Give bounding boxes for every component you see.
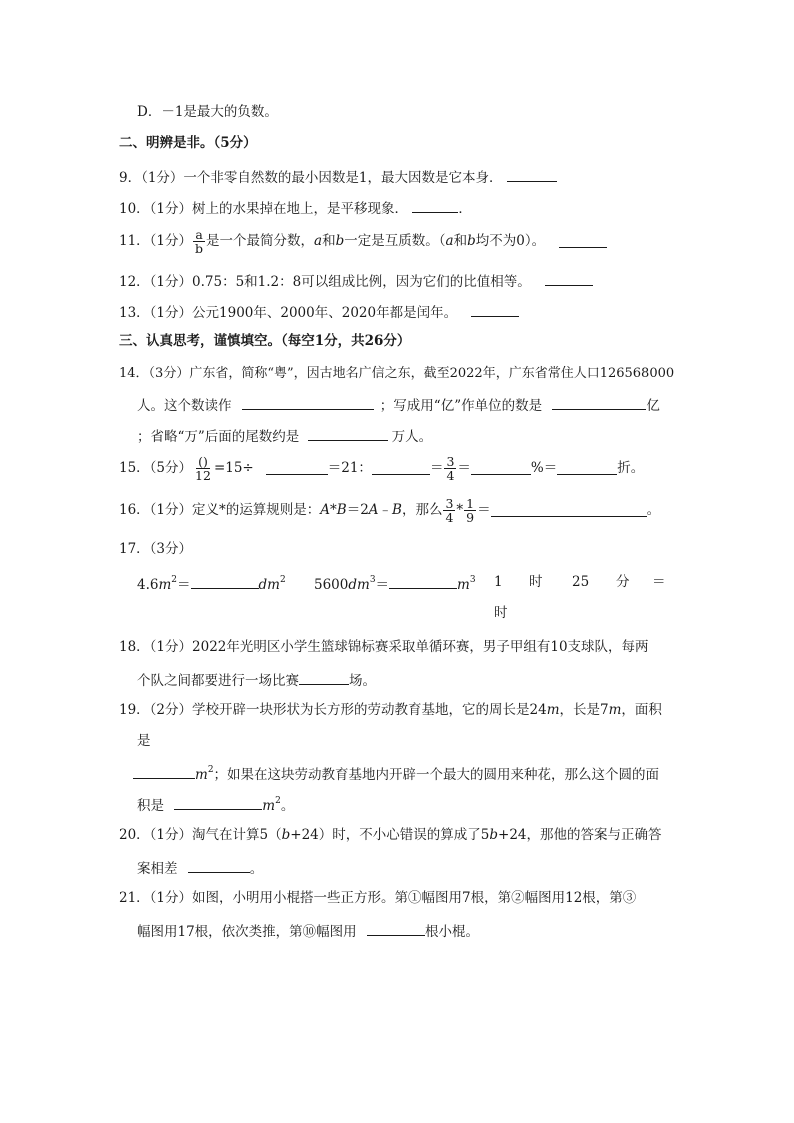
text: =15÷	[213, 459, 254, 476]
question-17-c-equals: ＝	[652, 574, 666, 590]
question-9-text: 9．（1分）一个非零自然数的最小因数是1，最大因数是它本身．	[119, 170, 503, 186]
text: 和	[322, 232, 336, 249]
question-13	[119, 304, 519, 321]
answer-blank[interactable]	[266, 462, 328, 475]
text: 案相差	[137, 861, 178, 877]
question-11-prefix: 11．（1分）	[119, 232, 193, 249]
text: ＝	[457, 459, 471, 476]
text: ＝21：	[327, 459, 372, 476]
text: 是一个最简分数，	[206, 232, 315, 249]
question-11	[119, 228, 607, 255]
answer-blank-wan[interactable]	[308, 428, 388, 441]
question-14-line-2	[137, 397, 660, 414]
var-b: b	[335, 232, 345, 249]
question-15-prefix: 15．（5分）	[119, 459, 193, 476]
text: 幅图用17根，依次类推，第⑩幅图用	[137, 924, 357, 940]
text: 。	[646, 501, 661, 518]
answer-blank[interactable]	[491, 504, 647, 517]
question-16-prefix: 16．（1分）定义*的运算规则是：	[119, 501, 321, 518]
text: 场。	[349, 673, 376, 689]
text: +24，那他的答案与正确答	[498, 827, 662, 843]
text: 万人。	[391, 429, 433, 445]
var-b: b	[281, 827, 291, 843]
answer-blank-area[interactable]	[133, 766, 195, 779]
text: 和	[453, 232, 468, 249]
question-9	[119, 169, 557, 186]
question-14-line-3	[137, 428, 432, 445]
fraction-a-over-b: $\frac{a}{b}$	[195, 227, 204, 257]
question-10-text: 10．（1分）树上的水果掉在地上，是平移现象．	[119, 201, 409, 217]
section-2-title: 二、明辨是非。（5分）	[119, 135, 257, 151]
text: 4.6	[137, 577, 159, 593]
question-17-part-b	[314, 576, 476, 593]
answer-blank-circle-area[interactable]	[174, 797, 262, 810]
answer-blank[interactable]	[412, 200, 458, 213]
question-12-text: 12．（1分）0.75：5和1.2：8可以组成比例，因为它们的比值相等。	[119, 274, 531, 290]
text: 均不为0）。	[475, 232, 546, 249]
question-21-line-2	[137, 923, 479, 940]
question-15	[119, 455, 644, 482]
question-19-line-1	[119, 704, 662, 718]
question-21-line-1: 21．（1分）如图，小明用小棍搭一些正方形。第①幅图用7根，第②幅图用12根，第③	[119, 890, 637, 906]
fraction-3-over-4: $\frac{3}{4}$	[446, 454, 455, 484]
answer-blank[interactable]	[191, 576, 259, 589]
answer-blank-read[interactable]	[242, 397, 374, 410]
var: B	[392, 501, 402, 518]
answer-blank[interactable]	[545, 273, 593, 286]
unit: m	[457, 577, 470, 593]
var-a: a	[445, 232, 454, 249]
answer-blank[interactable]	[559, 235, 607, 248]
text: ，面积	[621, 702, 662, 718]
exponent: 2	[207, 765, 214, 775]
text: 亿	[646, 398, 660, 414]
text: ；写成用“亿”作单位的数是	[379, 398, 543, 414]
unit: dm	[258, 577, 280, 593]
answer-blank[interactable]	[471, 462, 531, 475]
var: A	[368, 501, 379, 518]
var-b: b	[467, 232, 476, 249]
text: ＝	[375, 577, 390, 593]
answer-blank[interactable]	[389, 576, 457, 589]
period: ．	[458, 201, 472, 217]
text: 。	[280, 798, 295, 814]
exponent: 3	[369, 575, 376, 585]
fraction-1-over-9: $\frac{1}{9}$	[466, 496, 475, 526]
text: +24）时，不小心错误的算成了5	[290, 827, 490, 843]
question-12	[119, 273, 593, 290]
question-17-c-hour-2: 时	[494, 605, 508, 621]
text: ，长是7	[559, 702, 609, 718]
unit: m	[158, 577, 172, 593]
question-14-line-1: 14．（3分）广东省，简称“粤”，因古地名广信之东，截至2022年，广东省常住人口126568000	[119, 366, 675, 381]
question-10	[119, 200, 472, 217]
fraction-3-over-4: $\frac{3}{4}$	[445, 496, 454, 526]
answer-blank-yi[interactable]	[552, 397, 646, 410]
question-19-line-4	[137, 797, 294, 814]
text: 20．（1分）淘气在计算5（	[119, 827, 282, 843]
unit: m	[608, 702, 622, 718]
var: A	[320, 501, 331, 518]
question-19-line-3	[133, 766, 659, 783]
question-17-c-minute: 分	[616, 574, 630, 590]
question-18-line-1: 18．（1分）2022年光明区小学生篮球锦标赛采取单循环赛，男子甲组有10支球队，每两	[119, 639, 649, 655]
question-17-c-hour: 时	[529, 574, 543, 590]
answer-blank[interactable]	[507, 169, 557, 182]
exponent: 2	[279, 575, 286, 585]
exponent: 2	[275, 796, 281, 806]
question-17-part-a	[137, 576, 286, 593]
answer-blank[interactable]	[557, 462, 617, 475]
question-20-line-1	[119, 829, 662, 843]
unit: m	[262, 798, 276, 814]
answer-blank[interactable]	[188, 860, 250, 873]
text: 一定是互质数。（	[344, 232, 446, 249]
answer-blank[interactable]	[299, 672, 349, 685]
text: 5600	[314, 577, 349, 593]
section-3-title: 三、认真思考，谨慎填空。（每空1分，共26分）	[119, 333, 411, 349]
text: 人。这个数读作	[137, 398, 232, 414]
text: 根小棍。	[424, 924, 479, 940]
text: ；省略“万”后面的尾数约是	[137, 429, 300, 445]
question-19-line-2: 是	[137, 733, 151, 749]
answer-blank[interactable]	[372, 462, 430, 475]
text: *	[330, 501, 337, 518]
unit: m	[546, 702, 560, 718]
fraction-blank-over-12: $\frac{()}{12}$	[195, 454, 211, 484]
text: 个队之间都要进行一场比赛	[137, 673, 299, 689]
text: ＝	[477, 501, 491, 518]
text: ，那么	[401, 501, 443, 518]
text: 19．（2分）学校开辟一块形状为长方形的劳动教育基地，它的周长是24	[119, 702, 547, 718]
question-17-title: 17．（3分）	[119, 541, 193, 557]
answer-blank[interactable]	[471, 304, 519, 317]
star-operator: *	[456, 501, 464, 518]
exponent: 3	[469, 575, 476, 585]
text: ﹣	[378, 501, 393, 518]
question-18-line-2	[137, 672, 376, 689]
answer-blank[interactable]	[367, 923, 425, 936]
text: ；如果在这块劳动教育基地内开辟一个最大的圆用来种花，那么这个圆的面	[213, 767, 660, 783]
unit: m	[195, 767, 208, 783]
text: 积是	[137, 798, 164, 814]
question-17-c-1: 1	[494, 574, 503, 590]
text: 。	[249, 861, 264, 877]
var-a: a	[314, 232, 323, 249]
exponent: 2	[171, 575, 178, 585]
question-17-c-25: 25	[572, 574, 590, 590]
unit: dm	[348, 577, 370, 593]
text: %＝	[530, 459, 558, 476]
text: 折。	[617, 459, 645, 476]
question-16	[119, 497, 660, 524]
text: ＝2	[346, 501, 369, 518]
question-13-text: 13．（1分）公元1900年、2000年、2020年都是闰年。	[119, 305, 458, 321]
var: B	[336, 501, 347, 518]
var-b: b	[489, 827, 499, 843]
text: ＝	[177, 577, 191, 593]
question-20-line-2	[137, 860, 263, 877]
text: ＝	[429, 459, 444, 476]
option-d: D．－1是最大的负数。	[137, 104, 278, 120]
